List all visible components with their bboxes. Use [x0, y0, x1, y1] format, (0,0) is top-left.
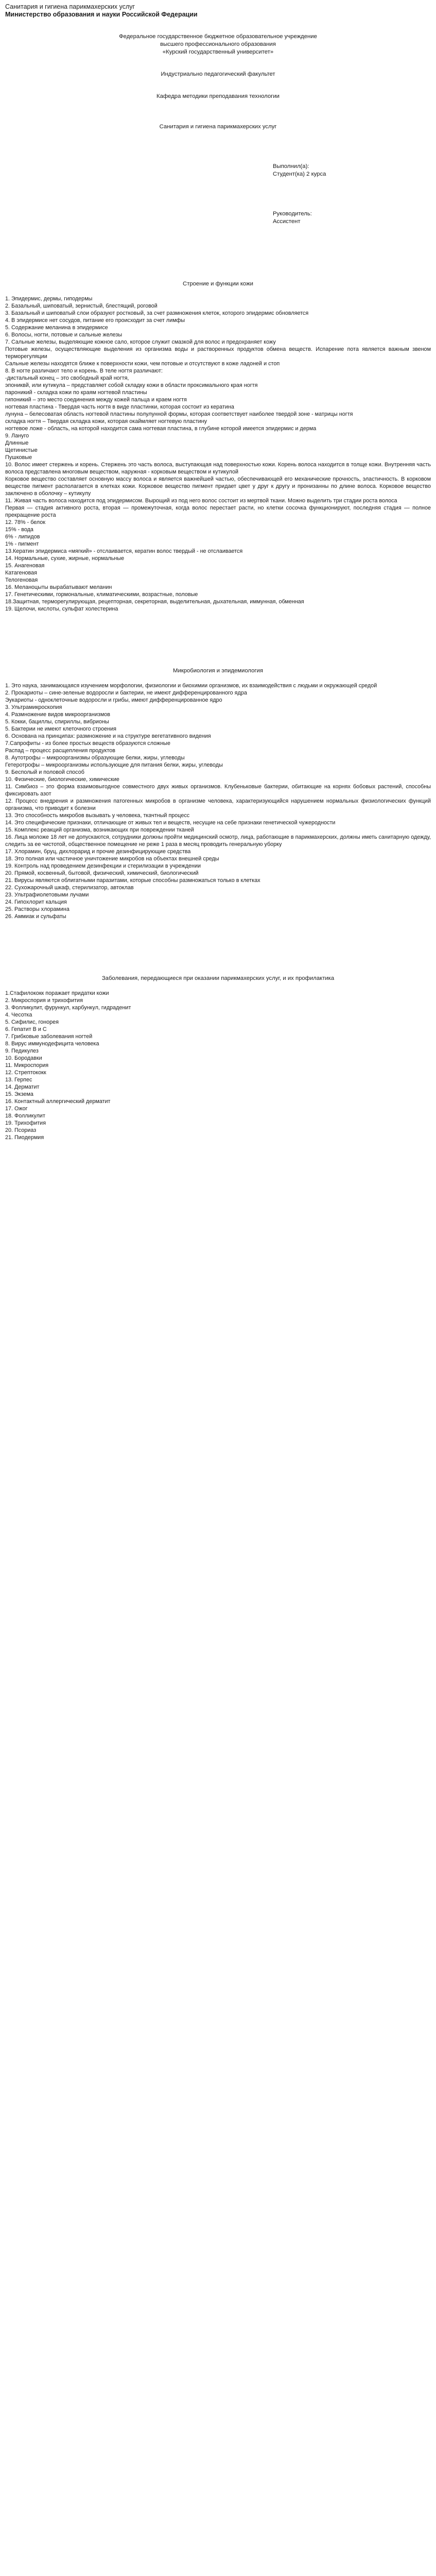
title-page [5, 33, 431, 226]
text-line: 19. Контроль над проведением дезинфекции и стерилизации в учреждении [5, 863, 201, 869]
text-line: 5. Бактерии не имеют клеточного строения [5, 726, 116, 732]
text-line: 11. Микроспория [5, 1062, 49, 1069]
text-line: Пушковые [5, 454, 32, 461]
text-line: 15. Экзема [5, 1091, 33, 1097]
text-line: 3. Ультрамикроскопия [5, 704, 62, 710]
performed-by-label: Выполнил(а): [273, 163, 309, 170]
text-line: 13.Кератин эпидермиса «мягкий» - отслаивается, кератин волос твердый - не отслаивается [5, 548, 243, 554]
text-line: Телогеновая [5, 577, 38, 583]
section-microbiology [5, 667, 431, 920]
text-line: 1. Эпидермис, дермы, гиподермы [5, 296, 93, 302]
text-line: Гетеротрофы – микроорганизмы использующие для питания белки, жиры, углеводы [5, 762, 223, 768]
text-line: 15. Комплекс реакций организма, возникающих при повреждении тканей [5, 827, 194, 833]
text-line: 4. В эпидермисе нет сосудов, питание его происходит за счет лимфы [5, 317, 185, 324]
text-line: 5. Сифилис, гонорея [5, 1019, 59, 1025]
text-line: 9. Педикулез [5, 1048, 39, 1054]
text-line: 16. Контактный аллергический дерматит [5, 1098, 111, 1105]
text-line: 7. Сальные железы, выделяющие кожное сало, которое служит смазкой для волос и предохраняет кожу [5, 339, 276, 345]
text-line: 16. Лица моложе 18 лет не допускаются, сотрудники должны пройти медицинский осмотр, лица, работающие в парикмахерских, должны иметь санитарную одежду, следить за ее чистотой, общественное помещение не реже 1 раза в месяц проводить генеральную уборку [5, 834, 431, 848]
text-line: складка ногтя – Твердая складка кожи, которая окаймляет ногтевую пластину [5, 418, 207, 425]
text-line: пароникий - складка кожи по краям ногтевой пластины [5, 389, 147, 396]
org-line: «Курский государственный университет» [162, 49, 274, 55]
text-line: 21. Вирусы являются облигатными паразитами, которые способны размножаться только в клетках [5, 877, 260, 884]
section-title: Заболевания, передающиеся при оказании парикмахерских услуг, и их профилактика [101, 975, 335, 981]
supervisor-label: Руководитель: [273, 211, 312, 217]
text-line: гипоникий – это место соединения между кожей пальца и краем ногтя [5, 397, 187, 403]
text-line: 8. Вирус иммунодефицита человека [5, 1041, 99, 1047]
text-line: 14. Нормальные, сухие, жирные, нормальные [5, 555, 125, 562]
text-line: 8. В ногте различают тело и корень. В теле ногтя различают: [5, 368, 163, 374]
text-line: ногтевое ложе - область, на которой находится сама ногтевая пластина, в глубине которой имеется эпидермис и дерма [5, 426, 317, 432]
text-line: Первая — стадия активного роста, вторая — промежуточная, когда волос перестает расти, но клетки сосочка функционируют, последняя стадия — полное прекращение роста [5, 505, 431, 518]
section-body [5, 295, 431, 613]
text-line: 6. Гепатит В и С [5, 1026, 47, 1032]
text-line: 15% - вода [5, 527, 33, 533]
text-line: 2. Базальный, шиповатый, зернистый, блестящий, роговой [5, 303, 158, 309]
ministry-heading: Министерство образования и науки Российской Федерации [5, 11, 198, 18]
text-line: 20. Прямой, косвенный, бытовой, физический, химический, биологический [5, 870, 199, 876]
text-line: 23. Ультрафиолетовыми лучами [5, 892, 89, 898]
text-line: 22. Сухожарочный шкаф, стерилизатор, автоклав [5, 885, 134, 891]
text-line: 4. Чесотка [5, 1012, 32, 1018]
text-line: 13. Герпес [5, 1077, 32, 1083]
text-line: 1.Стафилококк поражает придатки кожи [5, 990, 109, 996]
text-line: 12. Стрептококк [5, 1070, 46, 1076]
assistant-label: Ассистент [273, 218, 301, 225]
text-line: 5. Содержание меланина в эпидермисе [5, 325, 108, 331]
text-line: 18. Фолликулит [5, 1113, 45, 1119]
text-line: Щетинистые [5, 447, 38, 453]
text-line: 18. Это полная или частичное уничтожение микробов на объектах внешней среды [5, 856, 219, 862]
org-line: высшего профессионального образования [160, 41, 276, 47]
document-page [0, 0, 436, 1141]
text-line: эпониквй, или кутикула – представляет собой складку кожи в области проксимального края ногтя [5, 382, 258, 388]
text-line: 17. Хлорамин, бруц, дихлорарид и прочие дезинфицирующие средства [5, 849, 191, 855]
text-line: 12. 78% - белок [5, 519, 46, 526]
text-line: 1% - пигмент [5, 541, 39, 547]
org-line: Федеральное государственное бюджетное образовательное учреждение [119, 33, 317, 40]
section-title: Строение и функции кожи [183, 281, 253, 287]
department-line: Кафедра методики преподавания технологии [156, 93, 280, 99]
text-line: 2. Прокариоты – сине-зеленые водоросли и бактерии, не имеют дифференцированного ядра [5, 690, 247, 696]
text-line: Корковое вещество составляет основную массу волоса и является важнейшей частью, обеспечивающей его механические прочность, эластичность. В корковом веществе пигмент располагается в клетках кожи. Корковое вещество пигмент придает цвет у друг к другу и пронизанны по длине волоса. Корковое вещество заключено в оболочку – кутикулу [5, 476, 431, 497]
text-line: 20. Псориаз [5, 1127, 37, 1133]
text-line: 4. Размножение видов микроорганизмов [5, 711, 110, 718]
text-line: 7.Сапрофиты - из более простых веществ образуются сложные [5, 740, 170, 747]
text-line: 3. Базальный и шиповатый слои образуют ростковый, за счет размножения клеток, которого эпидермис обновляется [5, 310, 309, 316]
text-line: ногтевая пластина - Твердая часть ногтя в виде пластинки, которая состоит из кератина [5, 404, 234, 410]
text-line: 5. Кокки, бациллы, спириллы, вибрионы [5, 719, 109, 725]
text-line: 6. Основана на принципах: размножение и на структуре вегетативного видения [5, 733, 211, 739]
text-line: 19. Щелочи, кислоты, сульфат холестерина [5, 606, 118, 612]
section-body [5, 682, 431, 920]
text-line: -дистальный конец – это свободный край ногтя, [5, 375, 129, 381]
text-line: Сальные железы находятся ближе к поверхности кожи, чем потовые и отсутствуют в коже ладоней и стоп [5, 361, 280, 367]
text-line: 19. Трихофития [5, 1120, 46, 1126]
text-line: 9. Лануго [5, 433, 29, 439]
section-diseases [5, 975, 431, 1141]
text-line: 18.Защитная, терморегулирующая, рецепторная, секреторная, выделительная, дыхательная, иммунная, обменная [5, 599, 304, 605]
text-line: 8. Аутотрофы – микроорганизмы образующие белки, жиры, углеводы [5, 755, 185, 761]
text-line: Эукариоты - одноклеточные водоросли и грибы, имеют дифференцированное ядро [5, 697, 222, 703]
text-line: 17. Ожог [5, 1106, 28, 1112]
text-line: Катагеновая [5, 570, 38, 576]
text-line: 13. Это способность микробов вызывать у человека, ткачтный процесс [5, 812, 190, 819]
text-line: 25. Растворы хлорамина [5, 906, 69, 912]
text-line: лунуна – белесоватая область ногтевой пластины полулунной формы, которая соответствует наиболее твердой зоне - матрицы ногтя [5, 411, 353, 417]
text-line: 6% - липидов [5, 534, 40, 540]
section-skin [5, 280, 431, 613]
text-line: Распад – процесс расщепления продуктов [5, 748, 116, 754]
text-line: 3. Фолликулит, фурункул, карбункул, гидраденит [5, 1005, 131, 1011]
text-line: 6. Волосы, ногти, потовые и сальные железы [5, 332, 123, 338]
text-line: 2. Микроспория и трихофития [5, 997, 83, 1004]
text-line: 10. Физические, биологические, химические [5, 776, 119, 783]
section-title: Микробиология и эпидемиология [173, 668, 263, 674]
text-line: 24. Гипохлорит кальция [5, 899, 67, 905]
text-line: 12. Процесс внедрения и размножения патогенных микробов в организме человека, характеризующийся нарушением нормальных физиологических функций организма, что приводит к болезни [5, 798, 431, 811]
text-line: 9. Бесполый и половой способ [5, 769, 84, 775]
subject-line: Санитария и гигиена парикмахерских услуг [159, 124, 277, 130]
section-body [5, 990, 431, 1141]
faculty-line: Индустриально педагогический факультет [161, 71, 275, 77]
text-line: 26. Аммиак и сульфаты [5, 913, 66, 920]
text-line: 11. Симбиоз – это форма взаимовыгодное совместного двух живых организмов. Клубеньковые бактерии, обитающие на корнях бобовых растений, способны фиксировать азот [5, 784, 431, 797]
text-line: Потовые железы, осуществляющие выделения из организма воды и растворенных продуктов обмена веществ. Испарение пота является важным звеном терморегуляции [5, 346, 431, 360]
student-label: Студент(ка) 2 курса [273, 171, 326, 177]
text-line: 14. Дерматит [5, 1084, 40, 1090]
text-line: 11. Живая часть волоса находится под эпидермисом. Вырощий из под него волос состоит из мертвой ткани. Можно выделить три стадии роста волоса [5, 498, 397, 504]
text-line: 15. Анагеновая [5, 563, 45, 569]
text-line: 10. Бородавки [5, 1055, 42, 1061]
text-line: Длинные [5, 440, 29, 446]
text-line: 1. Это наука, занимающаяся изучением морфологии, физиологии и биохимии организмов, их взаимодействия с людьми и окружающей средой [5, 683, 377, 689]
text-line: 17. Генетическими, гормональные, климатическими, возрастные, половые [5, 591, 198, 598]
text-line: 14. Это специфические признаки, отличающие от живых тел и веществ, несущие на себе признаки генетической чужеродности [5, 820, 336, 826]
text-line: 10. Волос имеет стержень и корень. Стержень это часть волоса, выступающая над поверхностью кожи. Корень волоса находится в толще кожи. Внутренняя часть волоса представлена многовым веществом, наружная - корковым веществом и кутикулой [5, 462, 431, 475]
text-line: 7. Грибковые заболевания ногтей [5, 1033, 93, 1040]
text-line: 21. Пиодермия [5, 1134, 44, 1141]
document-title: Санитария и гигиена парикмахерских услуг [5, 3, 135, 10]
text-line: 16. Меланоцыты вырабатывают меланин [5, 584, 112, 590]
